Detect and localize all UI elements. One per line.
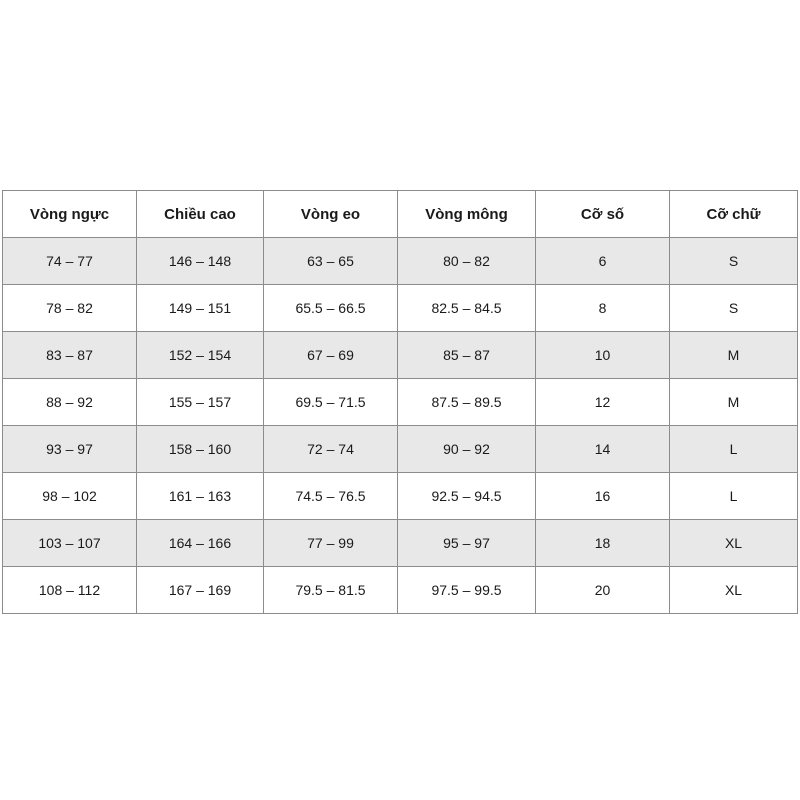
cell-numeric-size: 8 [536, 285, 670, 332]
cell-height: 146 – 148 [137, 238, 264, 285]
cell-waist: 63 – 65 [264, 238, 398, 285]
size-chart-table [2, 190, 798, 614]
cell-numeric-size: 6 [536, 238, 670, 285]
cell-numeric-size: 16 [536, 473, 670, 520]
cell-height: 161 – 163 [137, 473, 264, 520]
cell-numeric-size: 10 [536, 332, 670, 379]
cell-hip: 85 – 87 [398, 332, 536, 379]
cell-hip: 92.5 – 94.5 [398, 473, 536, 520]
cell-height: 167 – 169 [137, 567, 264, 614]
cell-numeric-size: 20 [536, 567, 670, 614]
table-row [3, 567, 798, 614]
cell-chest: 98 – 102 [3, 473, 137, 520]
cell-chest: 83 – 87 [3, 332, 137, 379]
cell-numeric-size: 12 [536, 379, 670, 426]
table-row [3, 285, 798, 332]
cell-waist: 77 – 99 [264, 520, 398, 567]
cell-waist: 67 – 69 [264, 332, 398, 379]
table-row [3, 379, 798, 426]
header-waist: Vòng eo [264, 191, 398, 238]
table-row [3, 473, 798, 520]
cell-numeric-size: 18 [536, 520, 670, 567]
cell-hip: 95 – 97 [398, 520, 536, 567]
cell-waist: 74.5 – 76.5 [264, 473, 398, 520]
cell-chest: 74 – 77 [3, 238, 137, 285]
cell-letter-size: L [670, 426, 798, 473]
cell-letter-size: XL [670, 567, 798, 614]
cell-waist: 65.5 – 66.5 [264, 285, 398, 332]
header-chest: Vòng ngực [3, 191, 137, 238]
table-row [3, 520, 798, 567]
cell-chest: 93 – 97 [3, 426, 137, 473]
cell-hip: 97.5 – 99.5 [398, 567, 536, 614]
header-letter-size: Cỡ chữ [670, 191, 798, 238]
table-row [3, 332, 798, 379]
cell-chest: 108 – 112 [3, 567, 137, 614]
cell-letter-size: S [670, 285, 798, 332]
header-hip: Vòng mông [398, 191, 536, 238]
cell-waist: 79.5 – 81.5 [264, 567, 398, 614]
cell-waist: 72 – 74 [264, 426, 398, 473]
table-header-row [3, 191, 798, 238]
cell-chest: 78 – 82 [3, 285, 137, 332]
cell-height: 158 – 160 [137, 426, 264, 473]
cell-hip: 82.5 – 84.5 [398, 285, 536, 332]
cell-chest: 88 – 92 [3, 379, 137, 426]
cell-height: 164 – 166 [137, 520, 264, 567]
cell-hip: 80 – 82 [398, 238, 536, 285]
cell-letter-size: M [670, 379, 798, 426]
cell-height: 155 – 157 [137, 379, 264, 426]
cell-chest: 103 – 107 [3, 520, 137, 567]
cell-hip: 87.5 – 89.5 [398, 379, 536, 426]
cell-letter-size: XL [670, 520, 798, 567]
cell-letter-size: M [670, 332, 798, 379]
header-numeric-size: Cỡ số [536, 191, 670, 238]
cell-hip: 90 – 92 [398, 426, 536, 473]
cell-letter-size: S [670, 238, 798, 285]
table-row [3, 426, 798, 473]
cell-height: 152 – 154 [137, 332, 264, 379]
cell-numeric-size: 14 [536, 426, 670, 473]
header-height: Chiều cao [137, 191, 264, 238]
cell-letter-size: L [670, 473, 798, 520]
cell-waist: 69.5 – 71.5 [264, 379, 398, 426]
cell-height: 149 – 151 [137, 285, 264, 332]
table-row [3, 238, 798, 285]
